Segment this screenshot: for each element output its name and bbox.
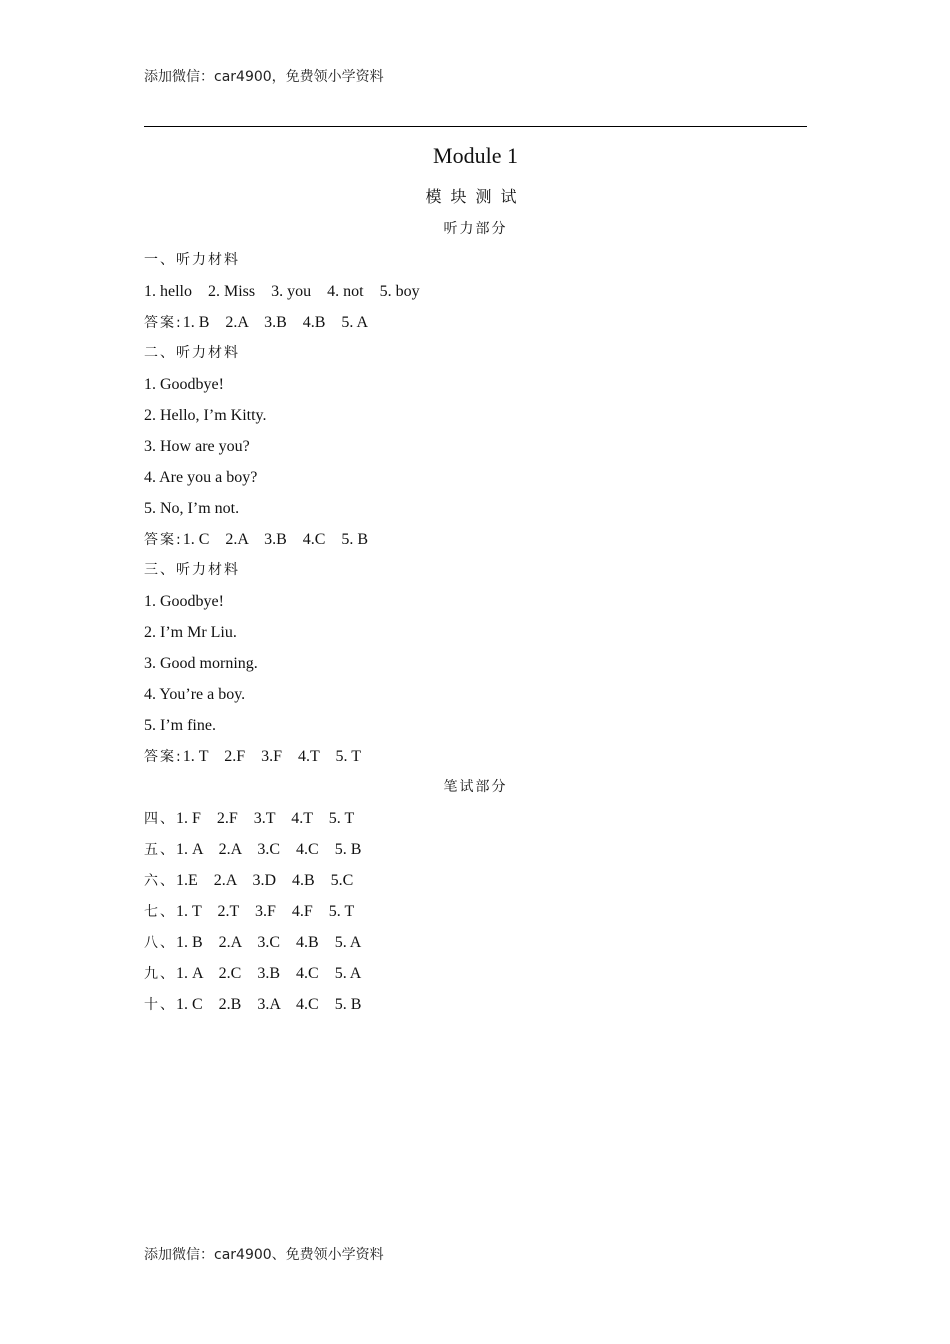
writing-answers [144,803,807,1020]
answer-number: 八、 [144,935,176,951]
listening-line: 5. No, I’m not. [144,500,240,517]
listening-section-2 [144,338,807,555]
header-divider [144,126,807,127]
writing-answer-line [144,958,807,989]
section-heading: 二、听力材料 [144,345,240,361]
footer-note: 添加微信：car4900、免费领小学资料 [144,1247,384,1263]
header-note: 添加微信：car4900，免费领小学资料 [144,69,384,85]
answer-values: 1. B 2.A 3.B 4.B 5. A [182,314,369,331]
listening-line: 5. I’m fine. [144,717,216,734]
answer-line [144,307,807,338]
listening-line: 2. Hello, I’m Kitty. [144,407,267,424]
answer-values: 1. T 2.T 3.F 4.F 5. T [176,903,355,920]
answer-number: 七、 [144,904,176,920]
writing-answer-line [144,803,807,834]
answer-values: 1. A 2.A 3.C 4.C 5. B [176,841,362,858]
answer-number: 五、 [144,842,176,858]
answer-values: 1. A 2.C 3.B 4.C 5. A [176,965,362,982]
answer-number: 六、 [144,873,176,889]
section-title: 模块测试 [425,187,526,206]
listening-section-1 [144,245,807,338]
answer-number: 十、 [144,997,176,1013]
answer-values: 1.E 2.A 3.D 4.B 5.C [176,872,354,889]
answer-label: 答案: [144,532,183,548]
module-title: Module 1 [433,143,518,168]
writing-part-title: 笔试部分 [443,779,508,795]
listening-part-title: 听力部分 [443,221,508,237]
answer-values: 1. B 2.A 3.C 4.B 5. A [176,934,362,951]
answer-values: 1. C 2.B 3.A 4.C 5. B [176,996,362,1013]
listening-line: 1. Goodbye! [144,376,224,393]
answer-number: 四、 [144,811,176,827]
answer-values: 1. T 2.F 3.F 4.T 5. T [182,748,361,765]
answer-line [144,741,807,772]
writing-answer-line [144,865,807,896]
answer-values: 1. C 2.A 3.B 4.C 5. B [182,531,369,548]
answer-label: 答案: [144,749,183,765]
answer-line [144,524,807,555]
document-body [144,140,807,1020]
writing-answer-line [144,896,807,927]
listening-line: 1. Goodbye! [144,593,224,610]
listening-line: 2. I’m Mr Liu. [144,624,237,641]
listening-line: 3. How are you? [144,438,250,455]
listening-line: 1. hello 2. Miss 3. you 4. not 5. boy [144,283,420,300]
writing-answer-line [144,834,807,865]
listening-section-3 [144,555,807,772]
listening-line: 4. Are you a boy? [144,469,258,486]
writing-answer-line [144,927,807,958]
section-heading: 一、听力材料 [144,252,240,268]
listening-line: 3. Good morning. [144,655,258,672]
writing-answer-line [144,989,807,1020]
section-heading: 三、听力材料 [144,562,240,578]
answer-number: 九、 [144,966,176,982]
answer-values: 1. F 2.F 3.T 4.T 5. T [176,810,355,827]
listening-line: 4. You’re a boy. [144,686,246,703]
answer-label: 答案: [144,315,183,331]
